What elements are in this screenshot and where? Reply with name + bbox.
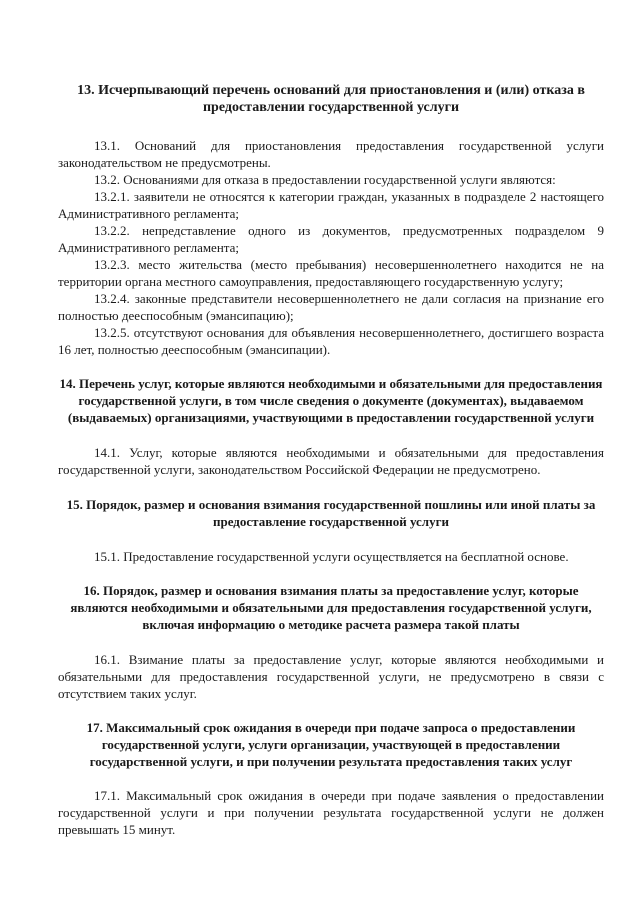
paragraph: 13.2.5. отсутствуют основания для объявления несовершеннолетнего, достигшего возраста 16 лет, полностью дееспособным (эмансипации).	[58, 325, 604, 357]
paragraph: 13.2.3. место жительства (место пребывания) несовершеннолетнего находится не на территории органа местного самоуправления, предоставляющего государственную услугу;	[58, 257, 604, 289]
paragraph: 15.1. Предоставление государственной услуги осуществляется на бесплатной основе.	[94, 549, 569, 564]
paragraph: 14.1. Услуг, которые являются необходимыми и обязательными для предоставления государственной услуги, законодательством Российской Федерации не предусмотрено.	[58, 445, 604, 477]
document-page	[58, 82, 604, 838]
paragraph: 13.2.4. законные представители несовершеннолетнего не дали согласия на признание его полностью дееспособным (эмансипацию);	[58, 291, 604, 323]
paragraph: 13.2. Основаниями для отказа в предоставлении государственной услуги являются:	[94, 172, 556, 187]
section-heading: 14. Перечень услуг, которые являются необходимыми и обязательными для предоставления государственной услуги, в том числе сведения о документе (документах), выдаваемом (выдаваемых) организациями, участвующими в предоставлении государственной услуги	[59, 376, 603, 425]
paragraph: 13.2.1. заявители не относятся к категории граждан, указанных в подразделе 2 настоящего Административного регламента;	[58, 189, 604, 221]
section-15	[58, 496, 604, 565]
section-16	[58, 582, 604, 702]
paragraph: 16.1. Взимание платы за предоставление услуг, которые являются необходимыми и обязательными для предоставления государственной услуги, не предусмотрено в связи с отсутствием таких услуг.	[58, 652, 604, 701]
section-heading: 15. Порядок, размер и основания взимания государственной пошлины или иной платы за предоставление государственной услуги	[66, 497, 596, 529]
section-14	[58, 375, 604, 478]
section-heading: 16. Порядок, размер и основания взимания платы за предоставление услуг, которые являются необходимыми и обязательными для предоставления государственной услуги, включая информацию о методике расчета размера такой платы	[70, 583, 592, 632]
paragraph: 13.1. Оснований для приостановления предоставления государственной услуги законодательством не предусмотрены.	[58, 138, 604, 170]
section-17	[58, 719, 604, 838]
paragraph: 13.2.2. непредставление одного из документов, предусмотренных подразделом 9 Административного регламента;	[58, 223, 604, 255]
paragraph: 17.1. Максимальный срок ожидания в очереди при подаче заявления о предоставлении государственной услуги и при получении результата государственной услуги не должен превышать 15 минут.	[58, 788, 604, 837]
section-13	[58, 82, 604, 358]
section-heading: 13. Исчерпывающий перечень оснований для приостановления и (или) отказа в предоставлении государственной услуги	[77, 83, 585, 115]
section-heading: 17. Максимальный срок ожидания в очереди при подаче запроса о предоставлении государственной услуги, услуги организации, участвующей в предоставлении государственной услуги, и при получении результата предоставления таких услуг	[86, 720, 576, 769]
